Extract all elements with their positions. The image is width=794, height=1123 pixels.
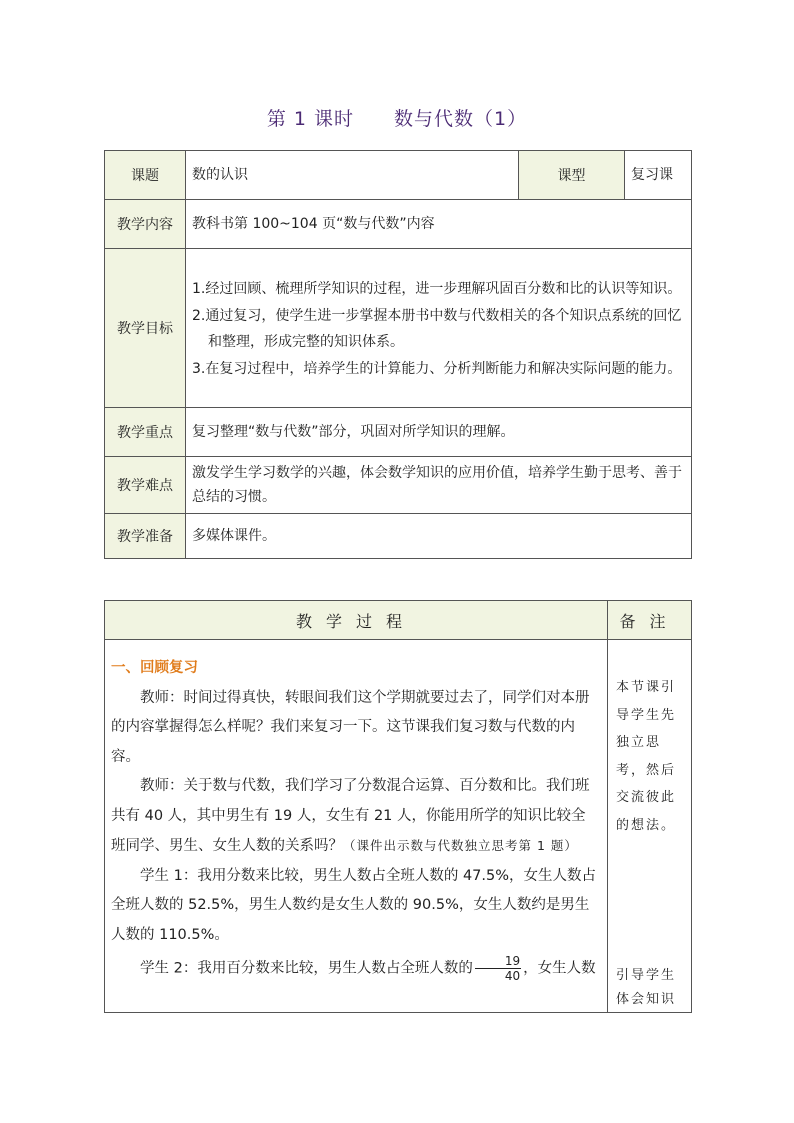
courseware-note: （课件出示数与代数独立思考第 1 题） <box>343 838 578 853</box>
section-title: 一、回顾复习 <box>111 660 198 676</box>
goal-item: 3.在复习过程中，培养学生的计算能力、分析判断能力和解决实际问题的能力。 <box>192 360 682 377</box>
side-note: 本节课引导学生先独立思考，然后交流彼此的想法。 <box>616 680 677 833</box>
goal-item: 1.经过回顾、梳理所学知识的过程，进一步理解巩固百分数和比的认识等知识。 <box>192 281 682 297</box>
key-label: 教学重点 <box>105 408 186 457</box>
key-value: 复习整理“数与代数”部分，巩固对所学知识的理解。 <box>186 408 692 457</box>
goals-list <box>186 249 692 408</box>
difficulty-value: 激发学生学习数学的兴趣，体会数学知识的应用价值，培养学生勤于思考、善于总结的习惯。 <box>186 457 692 514</box>
fraction-denominator: 40 <box>504 969 521 983</box>
type-value: 复习课 <box>625 151 692 200</box>
notes-column <box>608 640 692 1013</box>
goals-label: 教学目标 <box>105 249 186 408</box>
paragraph <box>111 954 599 984</box>
difficulty-label: 教学难点 <box>105 457 186 514</box>
fraction-numerator: 19 <box>475 954 521 969</box>
paragraph: 教师：时间过得真快，转眼间我们这个学期就要过去了，同学们对本册的内容掌握得怎么样呢？我们来复习一下。这节课我们复习数与代数的内容。 <box>111 689 590 765</box>
process-body <box>105 640 608 1013</box>
prep-label: 教学准备 <box>105 514 186 559</box>
paragraph-text: ，女生人数 <box>523 960 596 977</box>
process-header: 教学过程 <box>105 601 608 640</box>
topic-value: 数的认识 <box>186 151 519 200</box>
type-label: 课型 <box>519 151 625 200</box>
notes-header: 备注 <box>608 601 692 640</box>
prep-value: 多媒体课件。 <box>186 514 692 559</box>
paragraph <box>111 772 599 862</box>
content-label: 教学内容 <box>105 200 186 249</box>
teaching-process-table <box>104 600 692 1013</box>
topic-label: 课题 <box>105 151 186 200</box>
goal-item: 2.通过复习，使学生进一步掌握本册书中数与代数相关的各个知识点系统的回忆和整理，形成完整的知识体系。 <box>192 307 682 350</box>
content-value: 教科书第 100~104 页“数与代数”内容 <box>186 200 692 249</box>
side-note: 引导学生体会知识 <box>616 968 677 1007</box>
paragraph-text: 教师：关于数与代数，我们学习了分数混合运算、百分数和比。我们班共有 40 人，其中男生有 19 人，女生有 21 人，你能用所学的知识比较全班同学、男生、女生人数的关系吗？ <box>111 778 590 854</box>
paragraph-text: 学生 2：我用百分数来比较，男生人数占全班人数的 <box>140 960 473 977</box>
paragraph: 学生 1：我用分数来比较，男生人数占全班人数的 47.5%，女生人数占全班人数的 52.5%，男生人数约是女生人数的 90.5%，女生人数约是男生人数的 110.5%。 <box>111 867 597 943</box>
page-title: 第 1 课时 数与代数（1） <box>266 108 528 130</box>
lesson-info-table <box>104 150 692 559</box>
fraction <box>475 954 521 983</box>
